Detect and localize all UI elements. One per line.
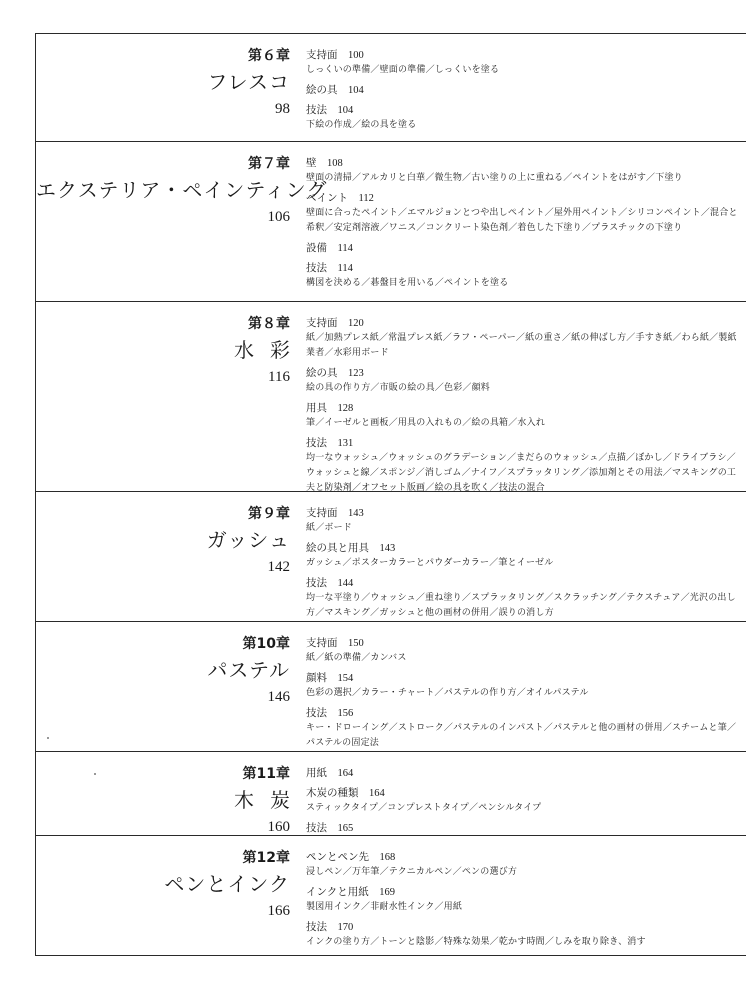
section-topics: 筆／イーゼルと画板／用具の入れもの／絵の具箱／水入れ: [306, 418, 546, 428]
chapter-heading: [36, 752, 306, 835]
section-entry: [306, 241, 742, 256]
chapter-title: フレスコ: [207, 70, 290, 94]
section-topics: 絵の具の作り方／市販の絵の具／色彩／顔料: [306, 383, 491, 393]
section-heading: 技法 131: [306, 438, 354, 449]
chapter-title: パステル: [207, 658, 290, 682]
section-heading: 絵の具 123: [306, 368, 364, 379]
section-topics: キー・ドローイング／ストローク／パステルのインパスト／パステルと他の画材の併用／スチームと筆／パステルの固定法: [306, 723, 737, 748]
section-heading: 用具 128: [306, 403, 354, 414]
chapter-number: 第11章: [242, 766, 290, 782]
section-entry: [306, 706, 742, 751]
chapter-number: 第12章: [242, 850, 290, 866]
chapter-page-number: 106: [267, 209, 290, 225]
section-heading: 用紙 164: [306, 768, 354, 779]
chapter-number: 第10章: [242, 636, 290, 652]
section-entry: [306, 821, 742, 836]
section-topics: しっくいの準備／壁面の準備／しっくいを塗る: [306, 65, 500, 75]
chapter-number: 第７章: [248, 156, 290, 172]
section-entry: [306, 786, 742, 816]
chapter-sections: [290, 836, 746, 955]
chapter-heading: [36, 622, 290, 751]
scan-speck: [47, 737, 49, 739]
section-entry: [306, 506, 742, 536]
section-heading: 技法 104: [306, 105, 354, 116]
section-topics: 色彩の選択／カラー・チャート／パステルの作り方／オイルパステル: [306, 688, 589, 698]
chapter-number: 第８章: [248, 316, 290, 332]
section-heading: 顔料 154: [306, 673, 354, 684]
section-heading: 絵の具と用具 143: [306, 543, 396, 554]
chapter-page-number: 98: [275, 101, 290, 117]
section-entry: [306, 316, 742, 361]
chapter-sections: [290, 622, 746, 751]
section-topics: インクの塗り方／トーンと陰影／特殊な効果／乾かす時間／しみを取り除き、消す: [306, 937, 646, 947]
chapter-heading: [36, 836, 290, 955]
section-topics: 紙／紙の準備／カンバス: [306, 653, 407, 663]
section-entry: [306, 156, 742, 186]
section-entry: [306, 541, 742, 571]
section-entry: [306, 885, 742, 915]
section-heading: 技法 156: [306, 708, 354, 719]
section-topics: 紙／加熱プレス紙／常温プレス紙／ラフ・ペーパー／紙の重さ／紙の伸ばし方／手すき紙／わら紙／製紙業者／水彩用ボード: [306, 333, 737, 358]
section-heading: 壁 108: [306, 158, 343, 169]
section-heading: 技法 114: [306, 263, 353, 274]
chapter-number: 第６章: [248, 48, 290, 64]
section-entry: [306, 401, 742, 431]
section-heading: ペンとペン先 168: [306, 852, 396, 863]
section-entry: [306, 103, 742, 133]
chapter-title: 木炭: [234, 788, 306, 812]
chapter-number: 第９章: [248, 506, 290, 522]
chapter-sections: [290, 752, 746, 835]
chapter-title: 水彩: [234, 338, 306, 362]
chapter-entry: [36, 752, 746, 836]
section-heading: 絵の具 104: [306, 85, 364, 96]
section-entry: [306, 261, 742, 291]
section-entry: [306, 366, 742, 396]
section-entry: [306, 766, 742, 781]
section-heading: ペイント 112: [306, 193, 374, 204]
chapter-entry: [36, 302, 746, 492]
chapter-title: エクステリア・ペインティング: [36, 178, 328, 202]
chapter-sections: [290, 142, 746, 301]
section-topics: 均一な平塗り／ウォッシュ／重ね塗り／スプラッタリング／スクラッチング／テクスチュア／光沢の出し方／マスキング／ガッシュと他の画材の併用／誤りの消し方: [306, 593, 736, 618]
chapter-entry: [36, 142, 746, 302]
chapter-page-number: 142: [267, 559, 290, 575]
chapter-heading: [36, 492, 290, 621]
chapter-page-number: 146: [267, 689, 290, 705]
scan-speck: [94, 773, 96, 775]
section-topics: 製図用インク／非耐水性インク／用紙: [306, 902, 463, 912]
chapter-sections: [290, 34, 746, 141]
section-topics: ガッシュ／ポスターカラーとパウダーカラー／筆とイーゼル: [306, 558, 554, 568]
chapter-heading: [36, 34, 290, 141]
section-heading: 支持面 100: [306, 50, 364, 61]
section-heading: 技法 165: [306, 823, 354, 834]
section-entry: [306, 83, 742, 98]
chapter-page-number: 166: [267, 903, 290, 919]
section-topics: 均一なウォッシュ／ウォッシュのグラデーション／まだらのウォッシュ／点描／ぼかし／ドライブラシ／ウォッシュと線／スポンジ／消しゴム／ナイフ／スプラッタリング／添加剤とその用法／マスキングの工夫と防染剤／オフセット版画／絵の具を吹く／技法の混合: [306, 453, 737, 493]
section-entry: [306, 576, 742, 621]
chapter-entry: [36, 34, 746, 142]
chapter-title: ペンとインク: [164, 872, 290, 896]
section-topics: 浸しペン／万年筆／テクニカルペン／ペンの選び方: [306, 867, 518, 877]
chapter-entry: [36, 836, 746, 956]
chapter-page-number: 116: [268, 369, 290, 385]
chapter-heading: [36, 302, 306, 491]
section-heading: 技法 144: [306, 578, 354, 589]
section-entry: [306, 636, 742, 666]
section-topics: 紙／ボード: [306, 523, 353, 533]
section-heading: 支持面 143: [306, 508, 364, 519]
section-topics: 壁面に合ったペイント／エマルジョンとつや出しペイント／屋外用ペイント／シリコンペイント／混合と希釈／安定剤溶液／ワニス／コンクリート染色剤／着色した下塗り／プラスチックの下塗り: [306, 208, 738, 233]
section-heading: 支持面 150: [306, 638, 364, 649]
chapter-title: ガッシュ: [206, 528, 290, 552]
section-heading: 木炭の種類 164: [306, 788, 385, 799]
chapter-page-number: 160: [267, 819, 290, 835]
section-heading: 支持面 120: [306, 318, 364, 329]
section-entry: [306, 48, 742, 78]
chapter-sections: [290, 302, 746, 491]
section-entry: [306, 920, 742, 950]
section-entry: [306, 671, 742, 701]
section-heading: 設備 114: [306, 243, 353, 254]
chapter-entry: [36, 622, 746, 752]
section-entry: [306, 436, 742, 496]
section-entry: [306, 850, 742, 880]
chapter-sections: [290, 492, 746, 621]
section-entry: [306, 191, 742, 236]
section-topics: スティックタイプ／コンプレストタイプ／ペンシルタイプ: [306, 803, 542, 813]
section-topics: 壁面の清掃／アルカリと白華／微生物／古い塗りの上に重ねる／ペイントをはがす／下塗り: [306, 173, 683, 183]
section-topics: 下絵の作成／絵の具を塗る: [306, 120, 417, 130]
table-of-contents: [35, 33, 746, 956]
section-topics: 構図を決める／碁盤目を用いる／ペイントを塗る: [306, 278, 509, 288]
chapter-entry: [36, 492, 746, 622]
section-heading: インクと用紙 169: [306, 887, 396, 898]
section-heading: 技法 170: [306, 922, 354, 933]
